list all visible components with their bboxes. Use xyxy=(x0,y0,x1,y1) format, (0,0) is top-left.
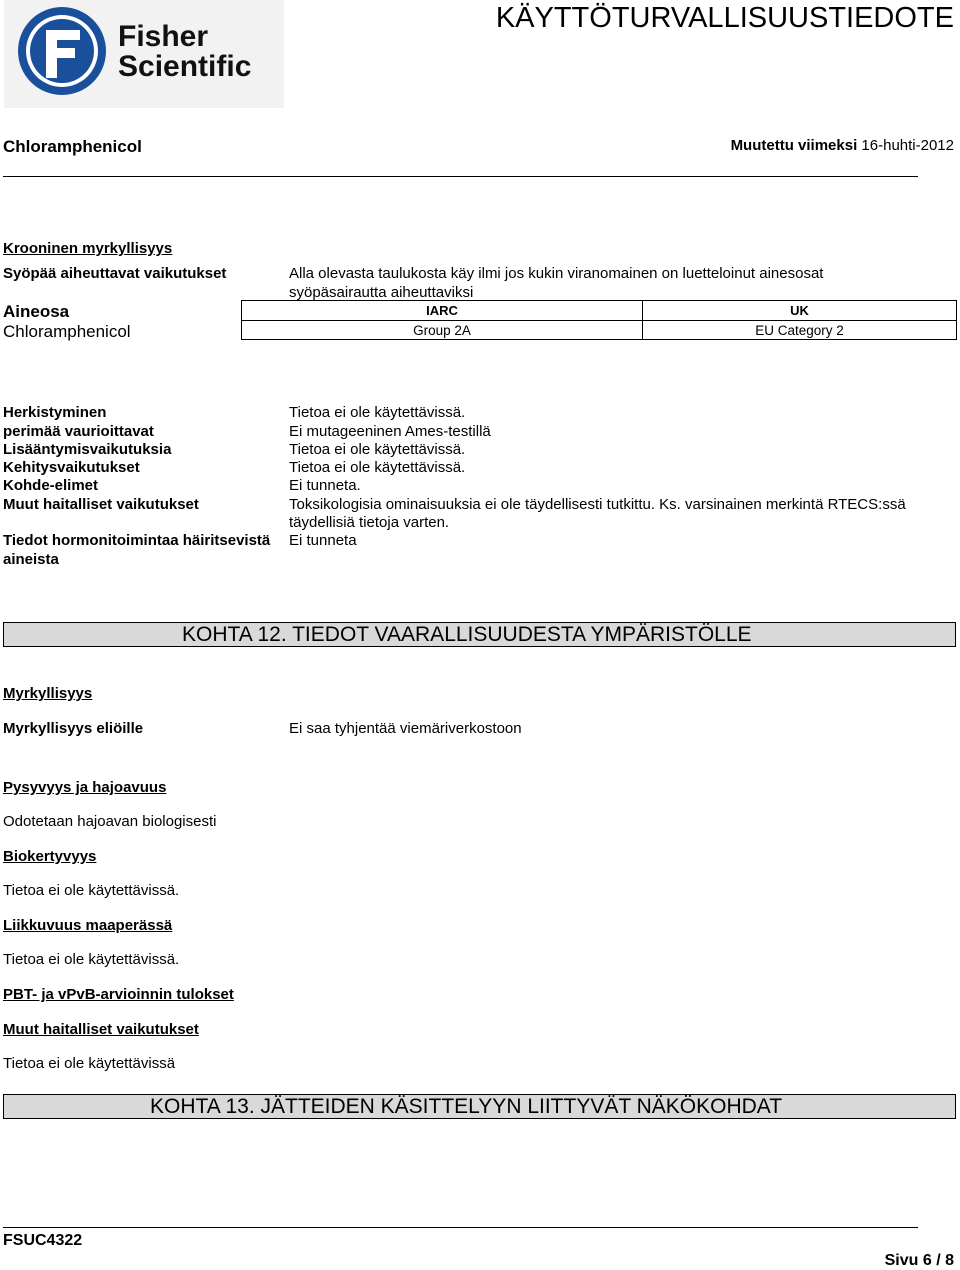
substance-name: Chloramphenicol xyxy=(3,322,131,341)
effect-label: Lisääntymisvaikutuksia xyxy=(3,441,172,458)
carcinogenic-text-line1: Alla olevasta taulukosta käy ilmi jos kukin viranomainen on luetteloinut ainesosat xyxy=(289,265,824,282)
effect-value: Tietoa ei ole käytettävissä. xyxy=(289,459,466,476)
effect-value: Toksikologisia ominaisuuksia ei ole täydellisesti tutkittu. Ks. varsinainen merkintä RTECS:ssä xyxy=(289,496,906,513)
other-effects-value: Tietoa ei ole käytettävissä xyxy=(3,1055,176,1072)
revised-date: 16-huhti-2012 xyxy=(861,137,954,154)
header-divider xyxy=(3,176,918,177)
mobility-heading: Liikkuvuus maaperässä xyxy=(3,917,173,934)
effect-value: Ei mutageeninen Ames-testillä xyxy=(289,423,491,440)
effect-label: perimää vaurioittavat xyxy=(3,423,154,440)
table-cell-iarc: Group 2A xyxy=(413,323,471,338)
effect-value: Ei tunneta. xyxy=(289,477,361,494)
toxicity-value: Ei saa tyhjentää viemäriverkostoon xyxy=(289,720,522,737)
effect-value: Ei tunneta xyxy=(289,532,357,549)
carcinogen-table xyxy=(241,300,957,340)
revised-label: Muutettu viimeksi xyxy=(730,137,858,154)
mobility-value: Tietoa ei ole käytettävissä. xyxy=(3,951,180,968)
section-13-bar xyxy=(3,1094,956,1119)
logo xyxy=(4,0,284,108)
section-12-title: KOHTA 12. TIEDOT VAARALLISUUDESTA YMPÄRISTÖLLE xyxy=(182,623,752,646)
bioaccumulation-value: Tietoa ei ole käytettävissä. xyxy=(3,882,180,899)
product-name: Chloramphenicol xyxy=(3,137,142,156)
persistence-value: Odotetaan hajoavan biologisesti xyxy=(3,813,217,830)
section-13-title: KOHTA 13. JÄTTEIDEN KÄSITTELYYN LIITTYVÄT NÄKÖKOHDAT xyxy=(150,1095,783,1118)
persistence-heading: Pysyvyys ja hajoavuus xyxy=(3,779,167,796)
page-number xyxy=(885,1252,954,1270)
bioaccumulation-heading: Biokertyvyys xyxy=(3,848,97,865)
effect-label: Kehitysvaikutukset xyxy=(3,459,140,476)
document-title: KÄYTTÖTURVALLISUUSTIEDOTE xyxy=(495,2,954,34)
table-header-uk: UK xyxy=(790,303,809,318)
table-header-iarc: IARC xyxy=(426,303,458,318)
substance-label: Aineosa xyxy=(3,302,70,321)
effect-value-continued: täydellisiä tietoja varten. xyxy=(289,514,450,531)
effect-label: Muut haitalliset vaikutukset xyxy=(3,496,199,513)
effect-value: Tietoa ei ole käytettävissä. xyxy=(289,404,466,421)
page-separator: / xyxy=(936,1252,941,1269)
effect-label: Herkistyminen xyxy=(3,404,107,421)
table-cell-uk: EU Category 2 xyxy=(755,323,844,338)
effect-label: Kohde-elimet xyxy=(3,477,99,494)
pbt-heading: PBT- ja vPvB-arvioinnin tulokset xyxy=(3,986,234,1003)
document-code: FSUC4322 xyxy=(3,1232,83,1249)
carcinogenic-label: Syöpää aiheuttavat vaikutukset xyxy=(3,265,227,282)
effect-label: Tiedot hormonitoimintaa häiritsevistä xyxy=(3,532,271,549)
carcinogenic-text-line2: syöpäsairautta aiheuttaviksi xyxy=(289,284,474,301)
logo-text-fisher: Fisher xyxy=(118,20,209,53)
chronic-toxicity-heading: Krooninen myrkyllisyys xyxy=(3,240,173,257)
effect-value: Tietoa ei ole käytettävissä. xyxy=(289,441,466,458)
effect-label-continued: aineista xyxy=(3,551,59,568)
page-current: 6 xyxy=(922,1252,932,1269)
logo-text-scientific: Scientific xyxy=(118,50,252,83)
page-total: 8 xyxy=(945,1252,954,1269)
revision-date xyxy=(731,137,954,154)
footer-divider xyxy=(3,1227,918,1228)
page-label: Sivu xyxy=(884,1252,919,1269)
toxicity-label: Myrkyllisyys eliöille xyxy=(3,720,144,737)
toxicity-heading: Myrkyllisyys xyxy=(3,685,93,702)
section-12-bar xyxy=(3,622,956,647)
other-effects-heading: Muut haitalliset vaikutukset xyxy=(3,1021,199,1038)
